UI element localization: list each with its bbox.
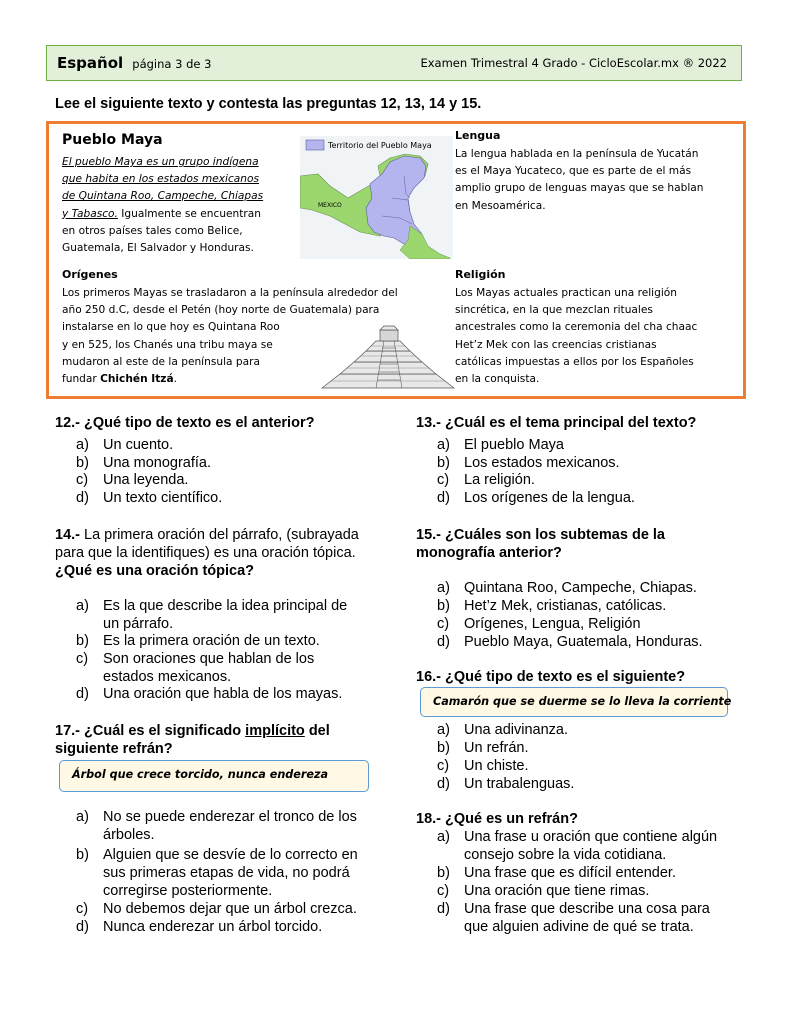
question-12-title: 12.- ¿Qué tipo de texto es el anterior? [55, 415, 315, 431]
religion-line: en la conquista. [455, 373, 540, 386]
question-18-title: 18.- ¿Qué es un refrán? [416, 811, 578, 827]
intro-line: en otros países tales como Belice, [62, 224, 243, 237]
q15-option-d[interactable]: d) Pueblo Maya, Guatemala, Honduras. [437, 634, 703, 650]
origenes-last-prefix: fundar [62, 373, 101, 386]
q15-line1: 15.- ¿Cuáles son los subtemas de la [416, 527, 665, 543]
religion-text [455, 285, 697, 388]
q15-option-c[interactable]: c) Orígenes, Lengua, Religión [437, 616, 641, 632]
origenes-line: año 250 d.C, desde el Petén (hoy norte de Guatemala) para [62, 304, 380, 317]
q14-line3: ¿Qué es una oración tópica? [55, 563, 255, 579]
lengua-heading: Lengua [455, 129, 501, 142]
religion-line: católicas impuestas a ellos por los Españoles [455, 355, 694, 368]
q17-option-c[interactable]: c) No debemos dejar que un árbol crezca. [76, 901, 357, 917]
q17-option-b-cont: sus primeras etapas de vida, no podrá [103, 865, 350, 881]
map-legend: Territorio del Pueblo Maya [328, 141, 432, 150]
q18-option-b[interactable]: b) Una frase que es difícil entender. [437, 865, 676, 881]
q17-underlined: implícito [245, 723, 305, 739]
origenes-heading: Orígenes [62, 268, 118, 281]
q16-option-c[interactable]: c) Un chiste. [437, 758, 529, 774]
q16-proverb: Camarón que se duerme se lo lleva la corriente [433, 695, 732, 708]
question-15-title [416, 526, 665, 562]
lengua-line: es el Maya Yucateco, que es parte de el más [455, 165, 692, 178]
q15-line2: monografía anterior? [416, 545, 562, 561]
question-16-title: 16.- ¿Qué tipo de texto es el siguiente? [416, 669, 686, 685]
q14-option-d[interactable]: d) Una oración que habla de los mayas. [76, 686, 343, 702]
religion-line: Los Mayas actuales practican una religión [455, 287, 677, 299]
q14-option-a-cont: un párrafo. [103, 616, 174, 632]
origenes-line: y en 525, los Chanés una tribu maya se [62, 338, 273, 351]
intro-line: que habita en los estados mexicanos [62, 173, 259, 186]
q12-option-d[interactable]: d) Un texto científico. [76, 490, 223, 506]
q17-option-b-cont: corregirse posteriormente. [103, 883, 273, 899]
map-label-mexico: MEXICO [318, 202, 342, 209]
instruction-text: Lee el siguiente texto y contesta las preguntas 12, 13, 14 y 15. [55, 96, 482, 112]
q18-option-a-cont: consejo sobre la vida cotidiana. [464, 847, 667, 863]
origenes-line: instalarse en lo que hoy es Quintana Roo [62, 321, 280, 334]
q14-option-c-cont: estados mexicanos. [103, 669, 232, 685]
q14-line1: La primera oración del párrafo, (subrayada [80, 527, 359, 543]
q17-proverb: Árbol que crece torcido, nunca endereza [72, 768, 329, 781]
q12-option-a[interactable]: a) Un cuento. [76, 437, 174, 453]
q18-option-c[interactable]: c) Una oración que tiene rimas. [437, 883, 650, 899]
q17-line2: siguiente refrán? [55, 741, 173, 757]
q12-option-c[interactable]: c) Una leyenda. [76, 472, 189, 488]
q12-option-b[interactable]: b) Una monografía. [76, 455, 212, 471]
religion-line: Het’z Mek con las creencias cristianas [455, 338, 657, 351]
q13-option-a[interactable]: a) El pueblo Maya [437, 437, 564, 453]
religion-line: sincrética, en la que mezclan rituales [455, 304, 653, 317]
intro-line: Guatemala, El Salvador y Honduras. [62, 242, 254, 255]
q16-option-d[interactable]: d) Un trabalenguas. [437, 776, 575, 792]
q13-option-c[interactable]: c) La religión. [437, 472, 535, 488]
q17-option-a[interactable]: a) No se puede enderezar el tronco de los [76, 809, 357, 825]
origenes-last-suffix: . [173, 373, 177, 386]
chichen-itza: Chichén Itzá [100, 373, 174, 386]
exam-label: Examen Trimestral 4 Grado - CicloEscolar.mx ® 2022 [420, 56, 727, 70]
lengua-line: La lengua hablada en la península de Yucatán [455, 148, 699, 160]
reading-title: Pueblo Maya [62, 132, 163, 148]
header-left [57, 53, 211, 72]
question-14-title [55, 526, 395, 580]
page-number: página 3 de 3 [132, 57, 212, 71]
q14-option-a[interactable]: a) Es la que describe la idea principal de [76, 598, 348, 614]
q18-option-d-cont: que alguien adivine de qué se trata. [464, 919, 694, 935]
q16-option-b[interactable]: b) Un refrán. [437, 740, 529, 756]
intro-line: de Quintana Roo, Campeche, Chiapas [62, 190, 264, 203]
maya-territory-map [300, 136, 453, 259]
q18-option-d[interactable]: d) Una frase que describe una cosa para [437, 901, 710, 917]
q13-option-d[interactable]: d) Los orígenes de la lengua. [437, 490, 635, 506]
intro-line: El pueblo Maya es un grupo indígena [62, 156, 259, 168]
q14-line2: para que la identifiques) es una oración tópica. [55, 545, 356, 561]
page-header [46, 45, 742, 81]
q13-option-b[interactable]: b) Los estados mexicanos. [437, 455, 620, 471]
q18-option-a[interactable]: a) Una frase u oración que contiene algún [437, 829, 718, 845]
q15-option-a[interactable]: a) Quintana Roo, Campeche, Chiapas. [437, 580, 697, 596]
pyramid-illustration [318, 318, 458, 390]
q16-proverb-box [420, 687, 732, 717]
q17-pre: 17.- ¿Cuál es el significado [55, 723, 246, 739]
intro-line: Igualmente se encuentran [121, 207, 261, 220]
q17-option-d[interactable]: d) Nunca enderezar un árbol torcido. [76, 919, 323, 935]
intro-line: y Tabasco. [62, 207, 118, 220]
origenes-line: Los primeros Mayas se trasladaron a la península alrededor del [62, 287, 398, 299]
q17-proverb-box [59, 760, 369, 792]
q14-option-c[interactable]: c) Son oraciones que hablan de los [76, 651, 315, 667]
origenes-line: mudaron al este de la península para [62, 355, 260, 368]
q15-option-b[interactable]: b) Het’z Mek, cristianas, católicas. [437, 598, 667, 614]
religion-heading: Religión [455, 268, 506, 281]
q17-post: del [304, 723, 330, 739]
lengua-text [455, 146, 704, 215]
religion-line: ancestrales como la ceremonia del cha chaac [455, 321, 698, 334]
question-17-title [55, 722, 330, 758]
q17-option-b[interactable]: b) Alguien que se desvíe de lo correcto en [76, 847, 358, 863]
subject-label: Español [57, 54, 124, 72]
q17-option-a-cont: árboles. [103, 827, 155, 843]
question-13-title: 13.- ¿Cuál es el tema principal del texto? [416, 415, 697, 431]
q16-option-a[interactable]: a) Una adivinanza. [437, 722, 568, 738]
reading-intro [62, 154, 263, 257]
q14-number: 14.- [55, 527, 80, 543]
q14-option-b[interactable]: b) Es la primera oración de un texto. [76, 633, 320, 649]
lengua-line: en Mesoamérica. [455, 199, 546, 212]
lengua-line: amplio grupo de lenguas mayas que se hablan [455, 182, 704, 195]
